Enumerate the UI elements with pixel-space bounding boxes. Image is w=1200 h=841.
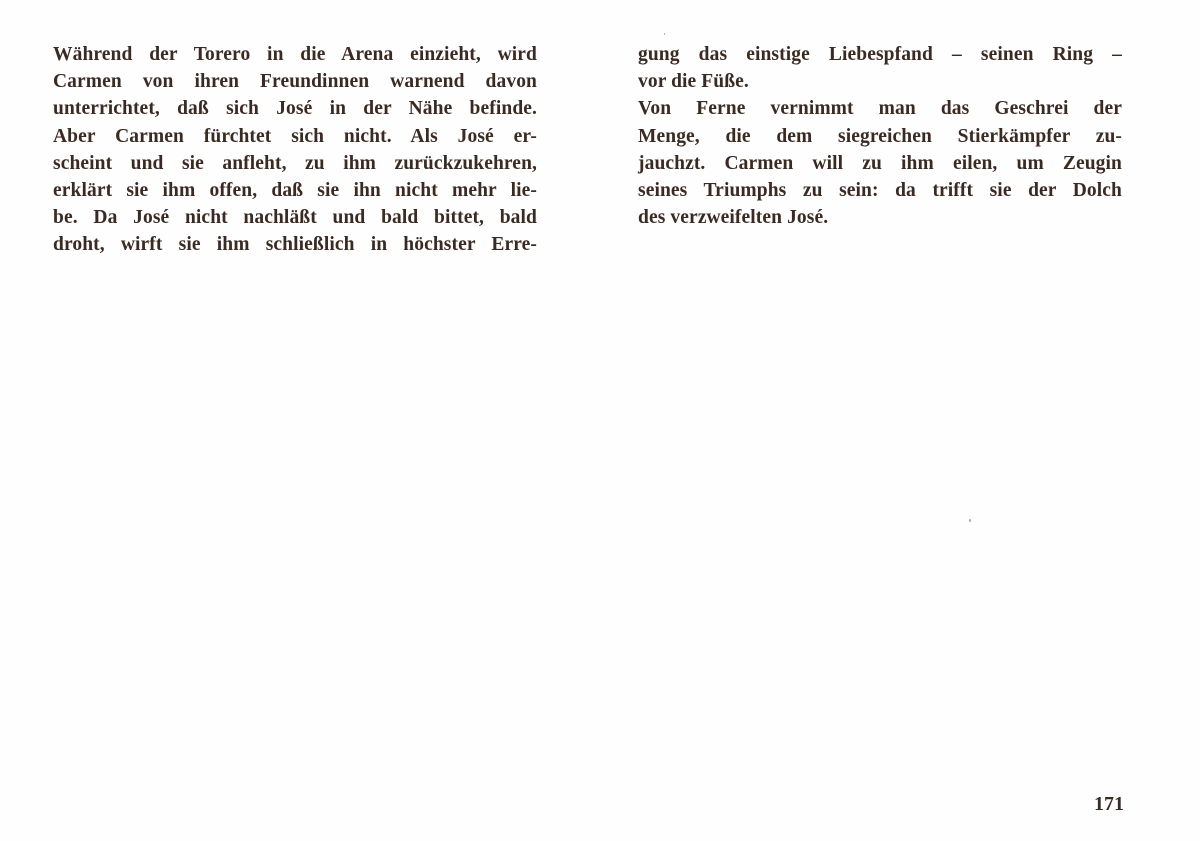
right-text-column bbox=[638, 41, 1122, 231]
text-line: vor die Füße. bbox=[638, 71, 749, 93]
paper-speck bbox=[969, 519, 971, 522]
text-line: Carmen von ihren Freundinnen warnend davon bbox=[53, 71, 537, 93]
text-line: Aber Carmen fürchtet sich nicht. Als José er- bbox=[53, 125, 537, 147]
text-line: jauchzt. Carmen will zu ihm eilen, um Zeugin bbox=[638, 152, 1122, 174]
page-number: 171 bbox=[1094, 793, 1124, 815]
text-line: Von Ferne vernimmt man das Geschrei der bbox=[638, 98, 1122, 120]
text-line: Menge, die dem siegreichen Stierkämpfer zu- bbox=[638, 125, 1122, 147]
text-line: scheint und sie anfleht, zu ihm zurückzukehren, bbox=[53, 152, 537, 174]
text-line: seines Triumphs zu sein: da trifft sie der Dolch bbox=[638, 179, 1122, 201]
text-line: erklärt sie ihm offen, daß sie ihn nicht mehr lie- bbox=[53, 179, 537, 201]
text-line: droht, wirft sie ihm schließlich in höchster Erre- bbox=[53, 234, 537, 256]
text-line: des verzweifelten José. bbox=[638, 207, 829, 229]
left-text-column bbox=[53, 41, 537, 259]
text-line: gung das einstige Liebespfand – seinen Ring – bbox=[638, 44, 1122, 65]
text-line: Während der Torero in die Arena einzieht, wird bbox=[53, 44, 537, 65]
paper-speck bbox=[664, 33, 665, 35]
text-line: be. Da José nicht nachläßt und bald bittet, bald bbox=[53, 207, 537, 229]
text-line: unterrichtet, daß sich José in der Nähe befinde. bbox=[53, 98, 537, 120]
